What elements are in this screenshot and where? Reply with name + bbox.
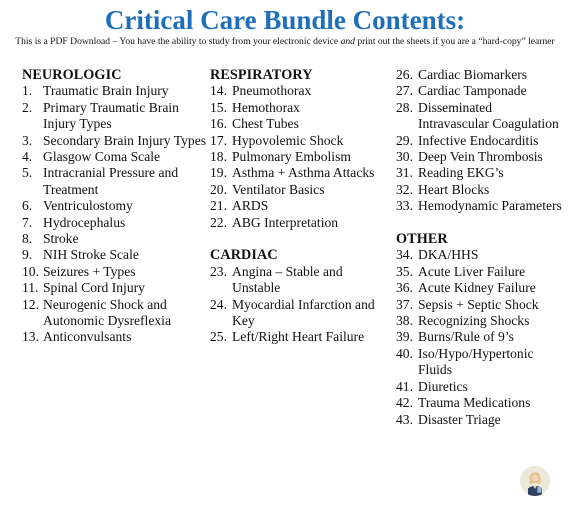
item-text: DKA/HHS xyxy=(418,247,479,263)
list-item xyxy=(210,149,390,165)
column-respiratory-cardiac xyxy=(210,67,390,346)
item-text: Burns/Rule of 9’s xyxy=(418,329,514,345)
item-number: 35. xyxy=(396,263,413,279)
item-number: 7. xyxy=(22,214,33,230)
item-number: 20. xyxy=(210,181,227,197)
item-text: Myocardial Infarction and Key xyxy=(232,296,375,329)
item-number: 6. xyxy=(22,198,33,214)
item-text: Chest Tubes xyxy=(232,116,299,132)
list-item xyxy=(396,280,566,296)
list-item xyxy=(22,165,212,198)
respiratory-list xyxy=(210,83,390,231)
item-text: Disseminated Intravascular Coagulation xyxy=(418,99,559,132)
item-number: 13. xyxy=(22,329,39,345)
list-item xyxy=(22,100,212,133)
item-number: 16. xyxy=(210,116,227,132)
list-item xyxy=(396,182,566,198)
list-item xyxy=(396,198,566,214)
item-number: 38. xyxy=(396,313,413,329)
item-text: Seizures + Types xyxy=(43,263,136,279)
item-number: 22. xyxy=(210,214,227,230)
item-text: Heart Blocks xyxy=(418,181,490,197)
list-item xyxy=(210,133,390,149)
item-text: ABG Interpretation xyxy=(232,214,339,230)
item-number: 26. xyxy=(396,67,413,82)
item-number: 10. xyxy=(22,263,39,279)
list-item xyxy=(210,116,390,132)
item-text: Pulmonary Embolism xyxy=(232,149,351,165)
item-text: Deep Vein Thrombosis xyxy=(418,149,543,165)
item-text: Disaster Triage xyxy=(418,411,501,427)
section-spacer xyxy=(396,215,566,231)
item-number: 24. xyxy=(210,296,227,312)
list-item xyxy=(396,346,566,379)
cardiac-list-continued xyxy=(396,67,566,215)
page-subtitle xyxy=(0,36,570,48)
list-item xyxy=(396,297,566,313)
list-item xyxy=(396,133,566,149)
list-item xyxy=(210,198,390,214)
item-text: Pneumothorax xyxy=(232,83,312,99)
list-item xyxy=(22,215,212,231)
list-item xyxy=(210,165,390,181)
item-number: 3. xyxy=(22,132,33,148)
list-item xyxy=(22,264,212,280)
item-number: 14. xyxy=(210,83,227,99)
item-text: Infective Endocarditis xyxy=(418,132,539,148)
item-text: Asthma + Asthma Attacks xyxy=(232,165,375,181)
column-neurologic xyxy=(22,67,212,346)
list-item xyxy=(22,297,212,330)
column-cardiac-other xyxy=(396,67,566,428)
item-text: Hydrocephalus xyxy=(43,214,126,230)
author-avatar-icon xyxy=(520,466,550,496)
list-item xyxy=(210,182,390,198)
item-text: ARDS xyxy=(232,198,269,214)
list-item xyxy=(22,247,212,263)
item-text: Anticonvulsants xyxy=(43,329,132,345)
item-number: 37. xyxy=(396,296,413,312)
item-text: Recognizing Shocks xyxy=(418,313,530,329)
section-heading-other: OTHER xyxy=(396,231,448,248)
subtitle-emphasis: and xyxy=(340,36,355,47)
item-text: Cardiac Biomarkers xyxy=(418,67,528,82)
list-item xyxy=(210,215,390,231)
cardiac-list xyxy=(210,264,390,346)
list-item xyxy=(396,395,566,411)
list-item xyxy=(210,264,390,297)
item-number: 12. xyxy=(22,296,39,312)
list-item xyxy=(210,329,390,345)
item-number: 32. xyxy=(396,181,413,197)
item-text: Hemodynamic Parameters xyxy=(418,198,562,214)
item-number: 33. xyxy=(396,198,413,214)
item-text: Ventriculostomy xyxy=(43,198,133,214)
item-text: Stroke xyxy=(43,231,79,247)
list-item xyxy=(396,264,566,280)
list-item xyxy=(22,149,212,165)
list-item xyxy=(396,165,566,181)
item-number: 18. xyxy=(210,149,227,165)
list-item xyxy=(22,329,212,345)
item-text: Angina – Stable and Unstable xyxy=(232,263,343,296)
item-number: 41. xyxy=(396,378,413,394)
list-item xyxy=(210,297,390,330)
item-number: 30. xyxy=(396,149,413,165)
item-text: Intracranial Pressure and Treatment xyxy=(43,165,179,197)
item-number: 40. xyxy=(396,345,413,361)
item-text: Primary Traumatic Brain Injury Types xyxy=(43,99,179,132)
item-number: 28. xyxy=(396,99,413,115)
list-item xyxy=(396,100,566,133)
item-number: 36. xyxy=(396,280,413,296)
item-number: 25. xyxy=(210,329,227,345)
item-text: Secondary Brain Injury Types xyxy=(43,132,207,148)
item-number: 15. xyxy=(210,99,227,115)
item-text: Neurogenic Shock and Autonomic Dysreflexia xyxy=(43,296,171,329)
item-number: 5. xyxy=(22,165,33,181)
section-spacer xyxy=(210,231,390,247)
item-number: 1. xyxy=(22,83,33,99)
item-text: Spinal Cord Injury xyxy=(43,280,145,296)
section-heading-cardiac: CARDIAC xyxy=(210,247,278,264)
item-text: Traumatic Brain Injury xyxy=(43,83,169,99)
list-item xyxy=(22,83,212,99)
list-item xyxy=(22,133,212,149)
item-text: Diuretics xyxy=(418,378,468,394)
item-number: 29. xyxy=(396,132,413,148)
list-item xyxy=(22,231,212,247)
item-text: Sepsis + Septic Shock xyxy=(418,296,539,312)
item-number: 11. xyxy=(22,280,39,296)
list-item xyxy=(22,198,212,214)
item-number: 42. xyxy=(396,395,413,411)
item-text: Ventilator Basics xyxy=(232,181,325,197)
item-text: Left/Right Heart Failure xyxy=(232,329,365,345)
item-text: Hypovolemic Shock xyxy=(232,132,344,148)
list-item xyxy=(396,412,566,428)
section-heading-neurologic: NEUROLOGIC xyxy=(22,67,122,83)
item-text: NIH Stroke Scale xyxy=(43,247,139,263)
item-text: Reading EKG’s xyxy=(418,165,504,181)
item-text: Iso/Hypo/Hypertonic Fluids xyxy=(418,345,534,378)
list-item xyxy=(396,83,566,99)
item-number: 8. xyxy=(22,231,33,247)
subtitle-text-end: print out the sheets if you are a “hard-copy” learner xyxy=(354,36,555,47)
item-text: Cardiac Tamponade xyxy=(418,83,527,99)
item-number: 9. xyxy=(22,247,33,263)
list-item xyxy=(396,329,566,345)
item-number: 34. xyxy=(396,247,413,263)
item-text: Hemothorax xyxy=(232,99,300,115)
item-number: 17. xyxy=(210,132,227,148)
page-title: Critical Care Bundle Contents: xyxy=(104,5,466,35)
item-text: Acute Kidney Failure xyxy=(418,280,536,296)
item-number: 43. xyxy=(396,411,413,427)
neurologic-list xyxy=(22,83,212,346)
list-item xyxy=(396,247,566,263)
item-number: 23. xyxy=(210,263,227,279)
avatar-illustration xyxy=(520,466,550,496)
item-number: 31. xyxy=(396,165,413,181)
list-item xyxy=(396,379,566,395)
section-heading-respiratory: RESPIRATORY xyxy=(210,67,313,83)
item-number: 21. xyxy=(210,198,227,214)
item-number: 4. xyxy=(22,149,33,165)
subtitle-text-start: This is a PDF Download – You have the ability to study from your electronic device xyxy=(15,36,341,47)
list-item xyxy=(210,83,390,99)
item-text: Acute Liver Failure xyxy=(418,263,526,279)
item-number: 2. xyxy=(22,99,33,115)
item-number: 19. xyxy=(210,165,227,181)
other-list xyxy=(396,247,566,427)
list-item xyxy=(210,100,390,116)
list-item xyxy=(396,149,566,165)
item-number: 27. xyxy=(396,83,413,99)
item-text: Trauma Medications xyxy=(418,395,531,411)
list-item xyxy=(396,313,566,329)
list-item xyxy=(396,67,566,83)
item-number: 39. xyxy=(396,329,413,345)
list-item xyxy=(22,280,212,296)
item-text: Glasgow Coma Scale xyxy=(43,149,161,165)
